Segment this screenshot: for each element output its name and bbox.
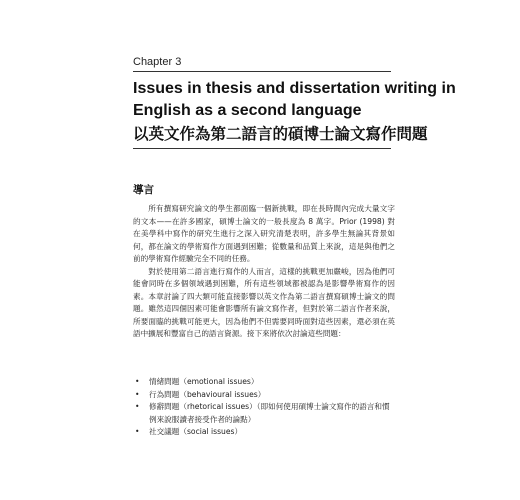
list-item-text: 修辭問題（rhetorical issues）（即如何使用碩博士論文寫作的語言和慣例來說服讀者接受作者的論點） <box>149 402 390 424</box>
chapter-title-chinese: 以英文作為第二語言的碩博士論文寫作問題 <box>133 125 428 143</box>
body-text <box>133 203 395 341</box>
chapter-label: Chapter 3 <box>133 56 182 68</box>
chapter-bottom-rule <box>133 148 391 149</box>
paragraph-1: 所有撰寫研究論文的學生都面臨一個新挑戰，即在長時間內完成大量文字的文本——在許多國家，碩博士論文的一般長度為 8 萬字。Prior (1998) 對在美學科中寫作的研究生進行之深入研究清楚表明，許多學生無論其背景如何，都在論文的學術寫作方面遇到困難；從數量和品質上來說，這是與他們之前的學術寫作經驗完全不同的任務。 <box>133 204 395 263</box>
chapter-top-rule <box>133 71 391 72</box>
list-item <box>133 376 395 389</box>
chapter-title-english-line2: English as a second language <box>133 102 362 119</box>
bullet-icon: • <box>135 389 140 399</box>
list-item-text: 情緒問題（emotional issues） <box>149 377 259 386</box>
chapter-title-english-line1: Issues in thesis and dissertation writing in <box>133 80 456 97</box>
list-item-text: 社交議題（social issues） <box>149 427 243 436</box>
list-item-text: 行為問題（behavioural issues） <box>149 389 266 399</box>
bullet-icon: • <box>135 402 140 411</box>
list-item <box>133 389 395 402</box>
chapter-title-english <box>133 78 456 122</box>
section-heading-introduction: 導言 <box>133 184 154 196</box>
issues-list <box>133 376 395 439</box>
list-item <box>133 401 395 426</box>
paragraph-2: 對於使用第二語言進行寫作的人而言，這樣的挑戰更加嚴峻，因為他們可能會同時在多個領域遇到困難，所有這些領域都被認為是影響學術寫作的因素。本章討論了四大類可能直接影響以英文作為第二語言撰寫碩博士論文的問題。雖然這四個因素可能會影響所有論文寫作者，但對於第二語言作者來說，所要面臨的挑戰可能更大，因為他們不但需要同時面對這些因素，還必須在英語中擴展和豐富自己的語言資源。接下來將依次討論這些問題： <box>133 266 395 338</box>
list-item <box>133 426 395 439</box>
bullet-icon: • <box>135 427 140 436</box>
bullet-icon: • <box>135 377 140 386</box>
